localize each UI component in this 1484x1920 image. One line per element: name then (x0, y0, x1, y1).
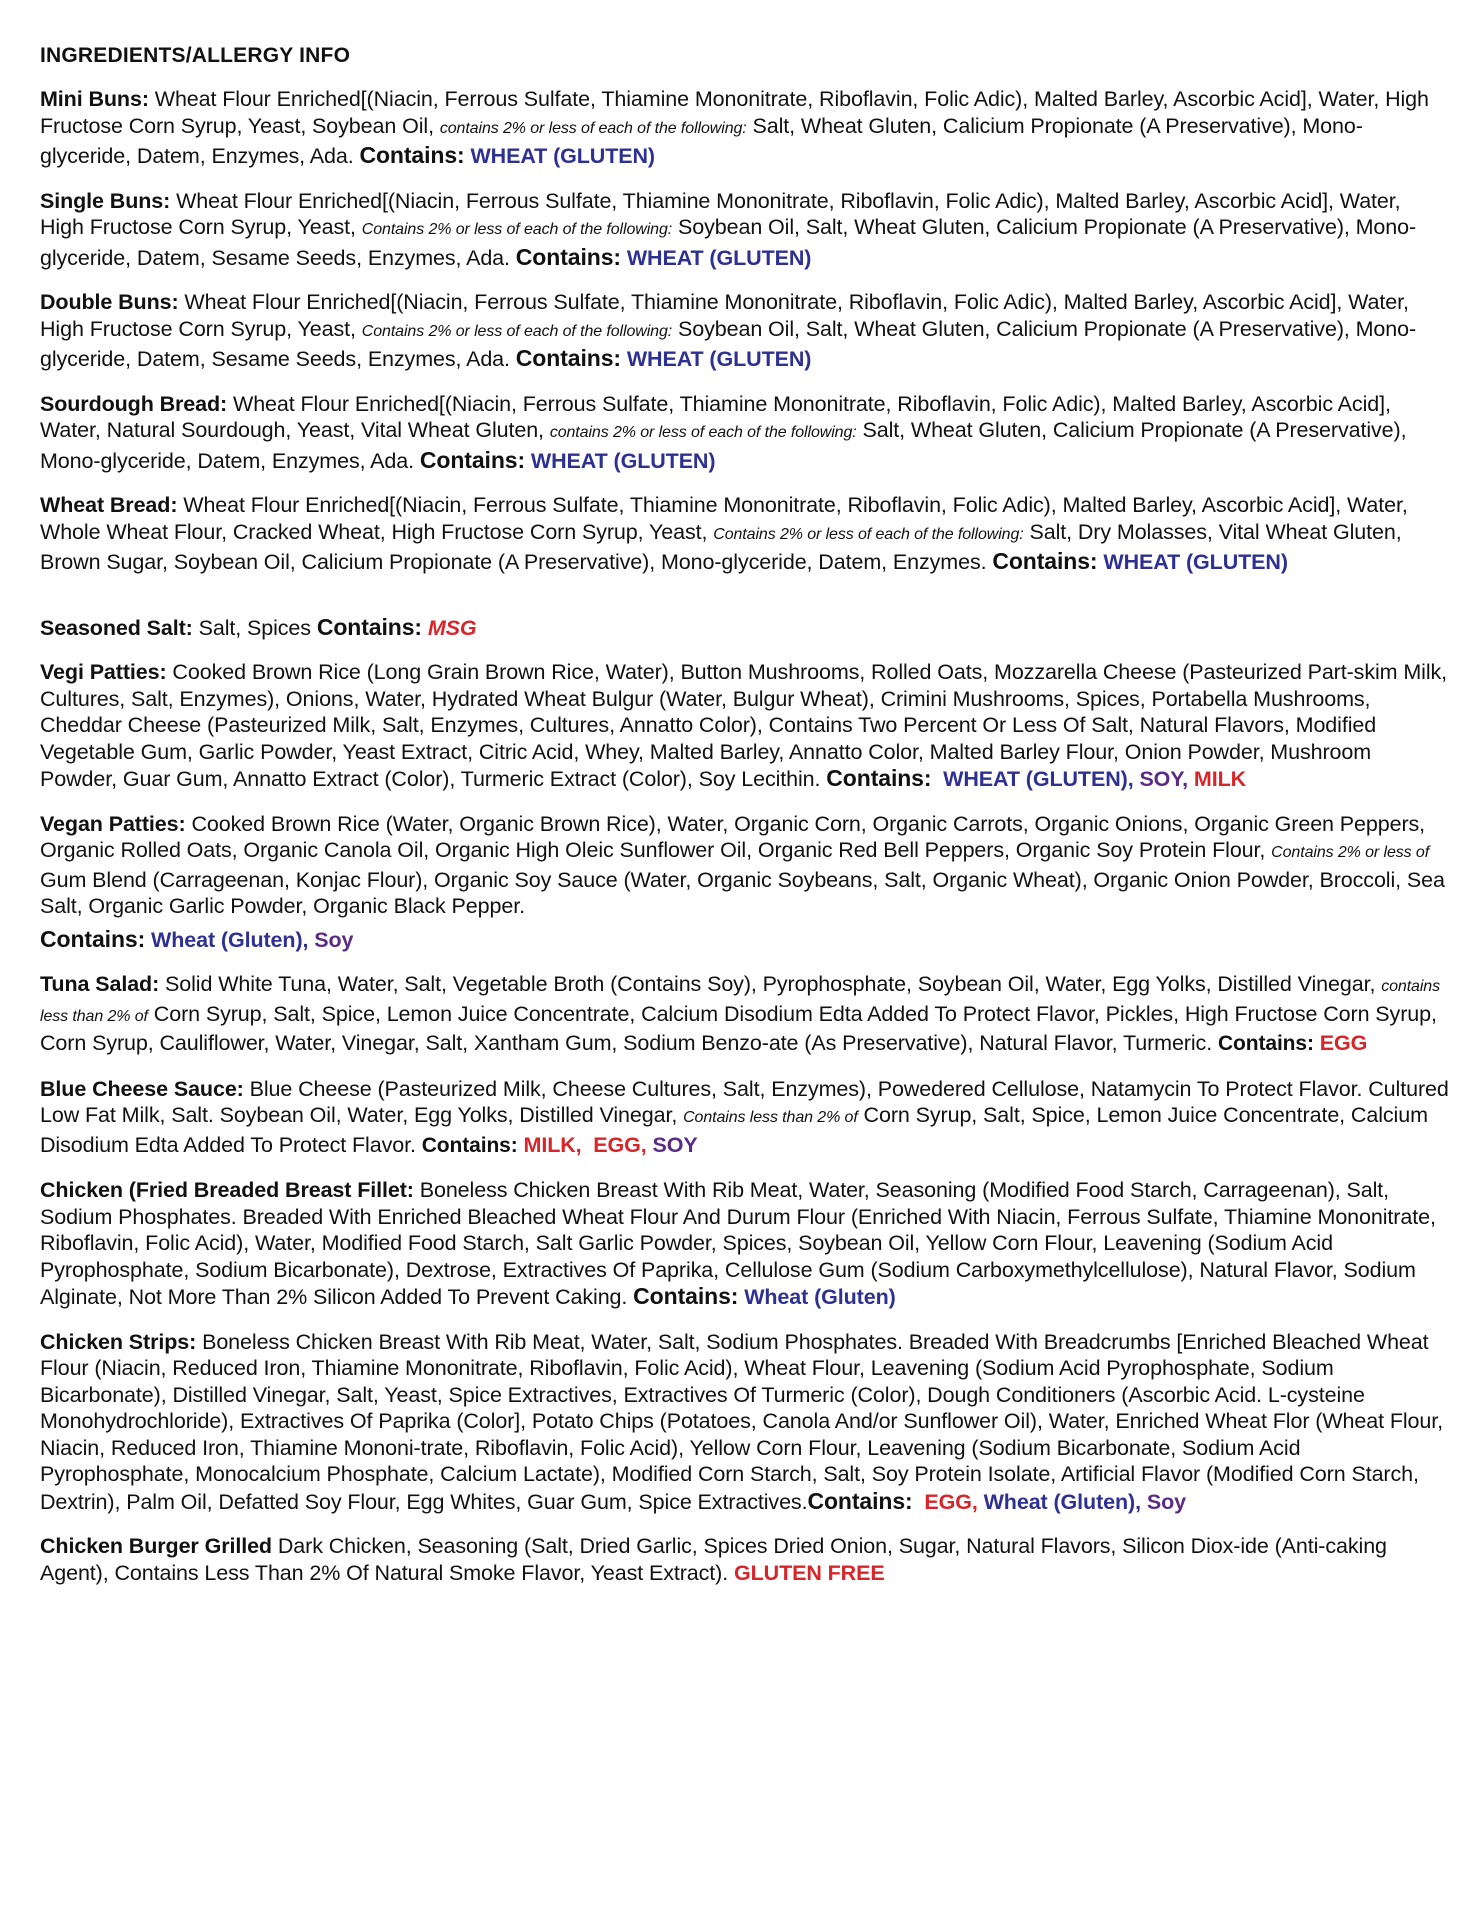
product-name: Blue Cheese Sauce: (40, 1076, 244, 1101)
product-name: Single Buns: (40, 188, 171, 213)
allergen-tag: Soy (314, 927, 354, 952)
ingredient-text: Salt, Dry Molasses, Vital Wheat Gluten, Brown Sugar, Soybean Oil, Calicium Propionate (A Preservative), Mono-glyceride, Datem, Enzymes. (40, 519, 1402, 574)
ingredient-entry (40, 1076, 1450, 1160)
ingredient-entry (40, 971, 1450, 1058)
page-title: INGREDIENTS/ALLERGY INFO (40, 44, 351, 67)
allergen-tag: WHEAT (GLUTEN) (530, 448, 716, 473)
allergen-tag: GLUTEN FREE (733, 1560, 885, 1585)
product-name: Wheat Bread: (40, 493, 178, 517)
ingredient-text: Gum Blend (Carrageenan, Konjac Flour), Organic Soy Sauce (Water, Organic Soybeans, Salt, Organic Wheat), Organic Onion Powder, Broccoli, Sea Salt, Organic Garlic Powder, Organic Black Pepper. (40, 867, 1445, 918)
product-name: Chicken Burger Grilled (40, 1534, 272, 1558)
ingredient-text: Solid White Tuna, Water, Salt, Vegetable Broth (Contains Soy), Pyrophosphate, Soybean Oil, Water, Egg Yolks, Distilled Vinegar, (159, 972, 1382, 996)
ingredient-text: Dark Chicken, Seasoning (Salt, Dried Garlic, Spices Dried Onion, Sugar, Natural Flavors, Silicon Diox-ide (Anti-caking Agent), Contains Less Than 2% Of Natural Smoke Flavor, Yeast Extract). (40, 1534, 1387, 1585)
ingredient-entry (40, 811, 1450, 954)
qualifier-note: Contains 2% or less of (1271, 844, 1430, 861)
product-name: Vegi Patties: (40, 660, 167, 684)
contains-label: Contains: (826, 765, 932, 791)
allergen-tag: SOY (652, 1132, 698, 1157)
ingredient-entry (40, 614, 1450, 642)
allergen-tag: WHEAT (GLUTEN) (937, 767, 1128, 791)
ingredient-text: Wheat Flour Enriched[(Niacin, Ferrous Sulfate, Thiamine Mononitrate, Riboflavin, Folic Adic), Malted Barley, Ascorbic Acid], Water, Natural Sourdough, Yeast, Vital Wheat Gluten, (40, 391, 1391, 442)
contains-label: Contains: (807, 1487, 913, 1514)
allergen-tag: WHEAT (GLUTEN) (470, 144, 655, 168)
ingredient-entry (40, 1533, 1450, 1586)
allergen-tag: Wheat (Gluten) (744, 1285, 896, 1309)
ingredient-text: Soybean Oil, Salt, Wheat Gluten, Calicium Propionate (A Preservative), Mono-glyceride, Datem, Sesame Seeds, Enzymes, Ada. (40, 215, 1417, 270)
ingredient-text: Cooked Brown Rice (Long Grain Brown Rice, Water), Button Mushrooms, Rolled Oats, Mozzarella Cheese (Pasteurized Part-skim Milk, Cultures, Salt, Enzymes), Onions, Water, Hydrated Wheat Bulgur (Water, Bulgur Wheat), Crimini Mushrooms, Spices, Portabella Mushrooms, Cheddar Cheese (Pasteurized Milk, Salt, Enzymes, Cultures, Annatto Color), Contains Two Percent Or Less Of Salt, Natural Flavors, Modified Vegetable Gum, Garlic Powder, Yeast Extract, Citric Acid, Whey, Malted Barley, Annatto Color, Malted Barley Flour, Onion Powder, Mushroom Powder, Guar Gum, Annatto Extract (Color), Turmeric Extract (Color), Soy Lecithin. (40, 660, 1448, 791)
ingredient-text: Salt, Wheat Gluten, Calicium Propionate (A Preservative), Mono-glyceride, Datem, Enzymes, Ada. (40, 418, 1407, 473)
contains-label: Contains: (421, 1133, 518, 1157)
allergen-tag: Soy (1146, 1489, 1186, 1514)
ingredient-text: Cooked Brown Rice (Water, Organic Brown Rice), Water, Organic Corn, Organic Carrots, Organic Onions, Organic Green Peppers, Organic Rolled Oats, Organic Canola Oil, Organic High Oleic Sunflower Oil, Organic Red Bell Peppers, Organic Soy Protein Flour, (40, 811, 1426, 862)
ingredient-entry (40, 1177, 1450, 1311)
ingredient-entry (40, 86, 1450, 170)
contains-label: Contains: (515, 345, 621, 371)
product-name: Sourdough Bread: (40, 391, 228, 416)
qualifier-note: Contains 2% or less of each of the following: (361, 322, 673, 340)
allergen-tag: , (302, 927, 315, 952)
ingredient-text: Wheat Flour Enriched[(Niacin, Ferrous Sulfate, Thiamine Mononitrate, Riboflavin, Folic Adic), Malted Barley, Ascorbic Acid], Water, High Fructose Corn Syrup, Yeast, Soybean Oil, (40, 87, 1429, 138)
allergen-tag: WHEAT (GLUTEN) (626, 347, 812, 371)
allergen-tag: EGG (1319, 1031, 1368, 1055)
qualifier-note: contains 2% or less of each of the following: (439, 119, 747, 137)
ingredient-text: Soybean Oil, Salt, Wheat Gluten, Calicium Propionate (A Preservative), Mono-glyceride, Datem, Sesame Seeds, Enzymes, Ada. (40, 316, 1417, 371)
contains-label: Contains: (1217, 1032, 1314, 1055)
contains-label: Contains: (316, 613, 422, 640)
ingredient-text: Wheat Flour Enriched[(Niacin, Ferrous Sulfate, Thiamine Mononitrate, Riboflavin, Folic Adic), Malted Barley, Ascorbic Acid], Water, High Fructose Corn Syrup, Yeast, (40, 290, 1409, 341)
product-name: Chicken Strips: (40, 1329, 197, 1354)
allergen-tag: , (1135, 1489, 1147, 1514)
ingredient-text: Corn Syrup, Salt, Spice, Lemon Juice Concentrate, Calcium Disodium Edta Added To Protect Flavor, Pickles, High Fructose Corn Syrup, Corn Syrup, Cauliflower, Water, Vinegar, Salt, Xantham Gum, Sodium Benzo-ate (As Preservative), Natural Flavor, Turmeric. (40, 1001, 1437, 1055)
ingredient-entry (40, 188, 1450, 272)
ingredient-text: Boneless Chicken Breast With Rib Meat, Water, Salt, Sodium Phosphates. Breaded With Breadcrumbs [Enriched Bleached Wheat Flour (Niacin, Reduced Iron, Thiamine Mononitrate, Riboflavin, Folic Acid), Wheat Flour, Leavening (Sodium Acid Pyrophosphate, Sodium Bicarbonate), Distilled Vinegar, Salt, Yeast, Spice Extractives, Extractives Of Turmeric (Color), Dough Conditioners (Ascorbic Acid. L-cysteine Monohydrochloride), Extractives Of Paprika (Color], Potato Chips (Potatoes, Canola And/or Sunflower Oil), Water, Enriched Wheat Flor (Wheat Flour, Niacin, Reduced Iron, Thiamine Mononi-trate, Riboflavin, Folic Acid), Yellow Corn Flour, Leavening (Sodium Bicarbonate, Sodium Acid Pyrophosphate, Monocalcium Phosphate, Calcium Lactate), Modified Corn Starch, Salt, Soy Protein Isolate, Artificial Flavor (Modified Corn Starch, Dextrin), Palm Oil, Defatted Soy Flour, Egg Whites, Guar Gum, Spice Extractives. (40, 1329, 1444, 1514)
allergen-tag: MILK (1193, 767, 1247, 791)
product-name: Chicken (Fried Breaded Breast Fillet: (40, 1178, 414, 1202)
allergen-tag: WHEAT (GLUTEN) (1103, 550, 1288, 574)
ingredient-text: Blue Cheese (Pasteurized Milk, Cheese Cultures, Salt, Enzymes), Powedered Cellulose, Natamycin To Protect Flavor. Cultured Low Fat Milk, Salt. Soybean Oil, Water, Egg Yolks, Distilled Vinegar, (40, 1076, 1449, 1127)
ingredient-list (40, 86, 1450, 1586)
allergen-tag: SOY (1139, 767, 1183, 791)
allergen-tag: Wheat (Gluten) (145, 927, 303, 952)
qualifier-note: contains 2% or less of each of the following: (549, 424, 857, 441)
allergen-tag: , (1127, 767, 1140, 791)
allergen-row (40, 926, 1450, 954)
allergen-tag: Wheat (Gluten) (983, 1489, 1136, 1514)
qualifier-note: Contains 2% or less of each of the following: (713, 525, 1024, 543)
allergen-tag: WHEAT (GLUTEN) (626, 245, 812, 270)
contains-label: Contains: (419, 446, 526, 473)
contains-label: Contains: (40, 925, 146, 952)
ingredient-text: Corn Syrup, Salt, Spice, Lemon Juice Concentrate, Calcium Disodium Edta Added To Protect Flavor. (40, 1103, 1428, 1157)
ingredient-entry (40, 492, 1450, 576)
ingredient-text: Salt, Wheat Gluten, Calicium Propionate (A Preservative), Mono-glyceride, Datem, Enzymes, Ada. (40, 113, 1363, 168)
product-name: Seasoned Salt: (40, 615, 193, 640)
product-name: Vegan Patties: (40, 811, 186, 836)
qualifier-note: Contains less than 2% of (683, 1109, 858, 1126)
ingredient-entry (40, 1329, 1450, 1516)
allergen-tag: MSG (427, 615, 477, 640)
contains-label: Contains: (359, 142, 465, 168)
qualifier-note: contains less than 2% of (40, 978, 1440, 1025)
contains-label: Contains: (515, 243, 621, 270)
product-name: Double Buns: (40, 290, 179, 314)
qualifier-note: Contains 2% or less of each of the following: (361, 221, 673, 238)
product-name: Tuna Salad: (40, 972, 160, 996)
ingredients-document (40, 44, 1450, 1586)
contains-label: Contains: (992, 548, 1098, 574)
ingredient-text: Salt, Spices (192, 615, 317, 640)
product-name: Mini Buns: (40, 87, 149, 111)
allergen-tag: MILK, EGG, (523, 1132, 653, 1157)
ingredient-text: Boneless Chicken Breast With Rib Meat, Water, Seasoning (Modified Food Starch, Carrageenan), Salt, Sodium Phosphates. Breaded With Enriched Bleached Wheat Flour And Durum Flour (Enriched With Niacin, Ferrous Sulfate, Thiamine Mononitrate, Riboflavin, Folic Acid), Water, Modified Food Starch, Salt Garlic Powder, Spices, Soybean Oil, Yellow Corn Flour, Leavening (Sodium Acid Pyrophosphate, Sodium Bicarbonate), Dextrose, Extractives Of Paprika, Cellulose Gum (Sodium Carboxymethylcellulose), Natural Flavor, Sodium Alginate, Not More Than 2% Silicon Added To Prevent Caking. (40, 1178, 1436, 1309)
ingredient-entry (40, 391, 1450, 475)
ingredient-text: Wheat Flour Enriched[(Niacin, Ferrous Sulfate, Thiamine Mononitrate, Riboflavin, Folic Adic), Malted Barley, Ascorbic Acid], Water, Whole Wheat Flour, Cracked Wheat, High Fructose Corn Syrup, Yeast, (40, 493, 1408, 544)
allergen-tag: EGG, (918, 1489, 984, 1514)
allergen-tag: , (1182, 767, 1194, 791)
ingredient-entry (40, 289, 1450, 373)
ingredient-entry (40, 659, 1450, 793)
ingredient-text: Wheat Flour Enriched[(Niacin, Ferrous Sulfate, Thiamine Mononitrate, Riboflavin, Folic Adic), Malted Barley, Ascorbic Acid], Water, High Fructose Corn Syrup, Yeast, (40, 188, 1401, 239)
contains-label: Contains: (633, 1283, 739, 1309)
